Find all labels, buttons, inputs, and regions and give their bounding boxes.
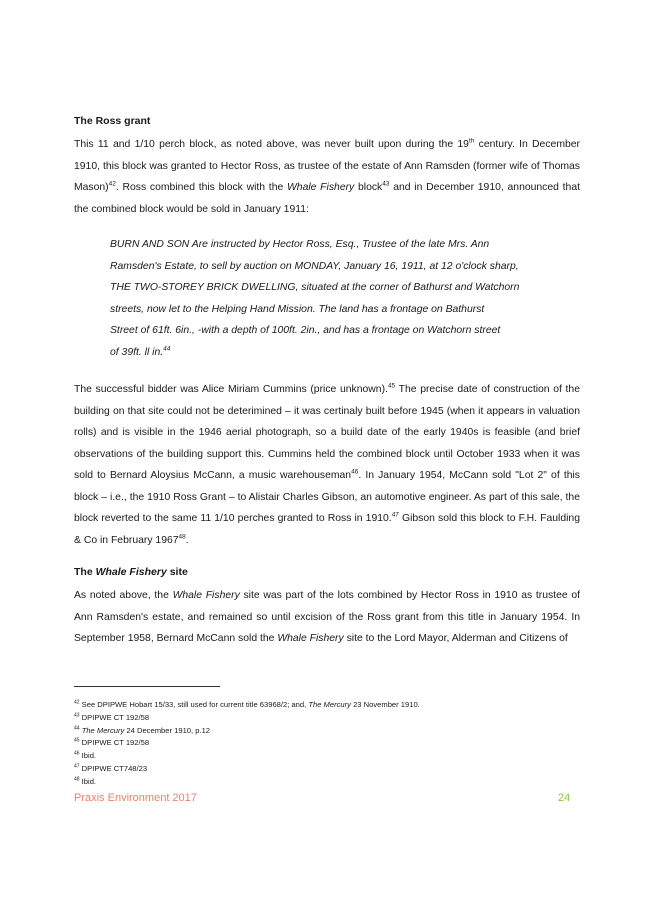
footnote-46: $^{46}$ Ibid. [74,750,97,761]
section-heading-ross-grant: The Ross grant [74,115,151,127]
paragraph-ross-grant-intro: This 11 and 1/10 perch block, as noted above, was never built upon during the 19th century. In December 1910, this block was granted to Hector Ross, as trustee of the estate of Ann Ramsden (former wife of Thomas Mason)$^{42}$. Ross combined this block with the Whale Fishery block$^{43}$ and in December 1910, announced that the combined block would be sold in January 1911: [74,137,580,215]
quote-line: BURN AND SON Are instructed by Hector Ross, Esq., Trustee of the late Mrs. Ann [110,239,490,250]
footnote-ref-48[interactable]: 48 [178,533,186,541]
footnote-44: $^{44}$ The Mercury 24 December 1910, p.12 [74,725,211,735]
footnote-48: $^{48}$ Ibid. [74,776,97,786]
footnote-42: $^{42}$ See DPIPWE Hobart 15/33, still used for current title 63968/2; and, The Mercury 23 November 1910. [74,699,420,709]
footnote-ref-44[interactable]: 44 [163,345,171,353]
footnote-47: $^{47}$ DPIPWE CT748/23 [74,763,148,773]
paragraph-whale-fishery: As noted above, the Whale Fishery site was part of the lots combined by Hector Ross in 1910 as trustee of Ann Ramsden's estate, and remained so until excision of the Ross grant from this title in January 1954. In September 1958, Bernard McCann sold the Whale Fishery site to the Lord Mayor, Alderman and Citizens of [74,590,580,644]
auction-quote [110,234,562,363]
quote-line: Ramsden's Estate, to sell by auction on MONDAY, January 16, 1911, at 12 o'clock sharp, [110,260,519,272]
footnote-divider [74,686,220,687]
quote-line: Street of 61ft. 6in., -with a depth of 100ft. 2in., and has a frontage on Watchorn street [110,325,501,336]
footnote-ref-46[interactable]: 46 [351,468,359,476]
footer-organisation: Praxis Environment 2017 [74,792,197,804]
footnote-ref-47[interactable]: 47 [391,511,399,519]
quote-line: streets, now let to the Helping Hand Mission. The land has a frontage on Bathurst [110,303,485,315]
footnote-ref-42[interactable]: 42 [108,180,116,188]
footnote-ref-43[interactable]: 43 [382,180,390,188]
quote-line: THE TWO-STOREY BRICK DWELLING, situated at the corner of Bathurst and Watchorn [110,282,520,293]
page-number: 24 [558,792,571,804]
quote-line-last: of 39ft. ll in.$^{44}$ [110,345,171,358]
paragraph-cummins: The successful bidder was Alice Miriam Cummins (price unknown).$^{45}$ The precise date of construction of the building on that site could not be deterimined – it was certinaly built before 1945 (when it appears in valuation rolls) and is visible in the 1946 aerial photograph, so a build date of the early 1940s is feasible (and brief observations of the building support this. Cummins held the combined block until October 1933 when it was sold to Bernard Aloysius McCann, a music warehouseman$^{46}$. In January 1954, McCann sold "Lot 2" of this block – i.e., the 1910 Ross Grant – to Alistair Charles Gibson, an automotive engineer. As part of this sale, the block reverted to the same 11 1/10 perches granted to Ross in 1910.47 Gibson sold this block to F.H. Faulding & Co in February 1967$^{48}$. [74,382,580,546]
footnote-ref-45[interactable]: 45 [387,382,396,390]
footnote-43: $^{43}$ DPIPWE CT 192/58 [74,712,150,722]
footnote-45: $^{45}$ DPIPWE CT 192/58 [74,737,150,748]
main-content [74,114,580,650]
footnotes [74,699,580,789]
section-heading-whale-fishery: The Whale Fishery site [74,566,188,578]
